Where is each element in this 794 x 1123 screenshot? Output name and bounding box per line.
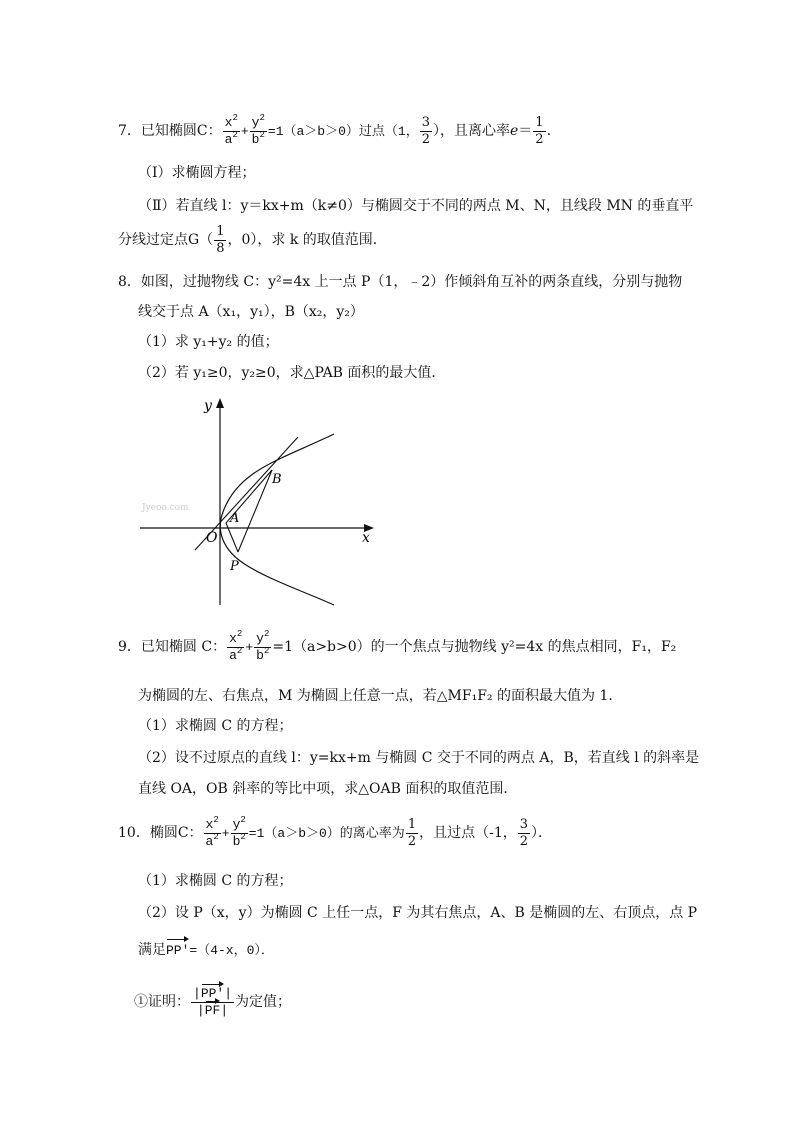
q7-number: 7． bbox=[118, 123, 141, 139]
q10-condition: =1（a＞b＞0）的离心率为 bbox=[248, 826, 405, 841]
q7-part2: （Ⅱ）若直线 l：y＝kx+m（k≠0）与椭圆交于不同的两点 M、N，且线段 MN 的垂直平 bbox=[138, 198, 694, 214]
q9-part2: （2）设不过原点的直线 l：y=kx+m 与椭圆 C 交于不同的两点 A，B，若直线 l 的斜率是 bbox=[138, 750, 700, 766]
q7-lead-text: 已知椭圆C： bbox=[140, 123, 222, 139]
y-label: y bbox=[204, 398, 212, 414]
q9-frac-y: $\frac{y^2}{b^2}$ bbox=[256, 628, 270, 663]
q9-part2-cont: 直线 OA，OB 斜率的等比中项，求△OAB 面积的取值范围． bbox=[138, 781, 518, 797]
q10-part2-cont: 满足PP′=（4-x，0）． bbox=[138, 940, 274, 961]
q7-condition: =1（a＞b＞0）过点（1， bbox=[267, 124, 419, 139]
y-axis-arrow bbox=[216, 398, 224, 408]
q7-mid-text: ），且离心率 bbox=[432, 123, 510, 139]
q10-subpart1: ①证明： $\frac{|PP'|}{|PF|}$ 为定值； bbox=[134, 985, 292, 1018]
q7-part2-cont: 分线过定点G（ $\frac{1}{8}$ ，0），求 k 的取值范围． bbox=[118, 223, 387, 256]
q9-line2: 为椭圆的左、右焦点，M 为椭圆上任意一点，若△MF₁F₂ 的面积最大值为 1． bbox=[138, 688, 623, 704]
q10-frac-point: $\frac{3}{2}$ bbox=[519, 816, 529, 849]
q9-frac-x: $\frac{x^2}{a^2}$ bbox=[229, 628, 243, 663]
point-p-label: P bbox=[230, 559, 239, 574]
q7-frac-y: $\frac{y^2}{b^2}$ bbox=[251, 112, 265, 147]
origin-label: O bbox=[206, 530, 218, 546]
vector-pp-prime: PP′ bbox=[166, 941, 189, 961]
q10-frac-x: $\frac{x^2}{a^2}$ bbox=[205, 814, 219, 849]
q9-line1: 9．已知椭圆 C： $\frac{x^2}{a^2}$ + $\frac{y^2}{b^2}$ =1（a>b>0）的一个焦点与抛物线 y²=4x 的焦点相同，F₁，F₂ bbox=[118, 628, 677, 663]
q7-frac-point: $\frac{3}{2}$ bbox=[421, 114, 430, 147]
x-label: x bbox=[362, 530, 370, 546]
q10-part2: （2）设 P（x，y）为椭圆 C 上任一点，F 为其右焦点，A、B 是椭圆的左、右顶点，点 P bbox=[138, 905, 698, 921]
q9-condition: =1（a>b>0）的一个焦点与抛物线 y²=4x 的焦点相同，F₁，F₂ bbox=[272, 639, 677, 655]
q7-frac-e: $\frac{1}{2}$ bbox=[535, 114, 544, 147]
watermark: Jyeoo.com bbox=[142, 503, 189, 513]
q7-frac-g: $\frac{1}{8}$ bbox=[216, 223, 225, 256]
q10-line1: 10．椭圆C： $\frac{x^2}{a^2}$ + $\frac{y^2}{b^2}$ =1（a＞b＞0）的离心率为 $\frac{1}{2}$ ，且过点（-1， $\frac{3}{2}$ ）． bbox=[118, 814, 553, 849]
q7-line1: 7．已知椭圆C： $\frac{x^2}{a^2}$ + $\frac{y^2}{b^2}$ =1（a＞b＞0）过点（1， $\frac{3}{2}$ ），且离心率e＝ $\frac{1}{2}$ . bbox=[118, 112, 552, 147]
q8-part2: （2）若 y₁≥0，y₂≥0，求△PAB 面积的最大值． bbox=[138, 365, 446, 381]
q10-frac-e: $\frac{1}{2}$ bbox=[407, 816, 417, 849]
q8-line1: 8．如图，过抛物线 C：y²=4x 上一点 P（1，﹣2）作倾斜角互补的两条直线，分别与抛物 bbox=[118, 274, 683, 290]
parabola-figure bbox=[130, 390, 390, 610]
point-a-label: A bbox=[230, 511, 240, 526]
q8-part1: （1）求 y₁+y₂ 的值； bbox=[138, 334, 279, 350]
q10-ratio-frac: $\frac{|PP'|}{|PF|}$ bbox=[193, 985, 233, 1018]
q10-frac-y: $\frac{y^2}{b^2}$ bbox=[232, 814, 246, 849]
q10-part1: （1）求椭圆 C 的方程； bbox=[138, 873, 293, 889]
q8-line2: 线交于点 A（x₁，y₁），B（x₂，y₂） bbox=[138, 304, 364, 320]
q7-part1: （Ⅰ）求椭圆方程； bbox=[138, 165, 256, 181]
q9-part1: （1）求椭圆 C 的方程； bbox=[138, 718, 293, 734]
point-b-label: B bbox=[272, 472, 282, 487]
q7-frac-x: $\frac{x^2}{a^2}$ bbox=[224, 112, 238, 147]
